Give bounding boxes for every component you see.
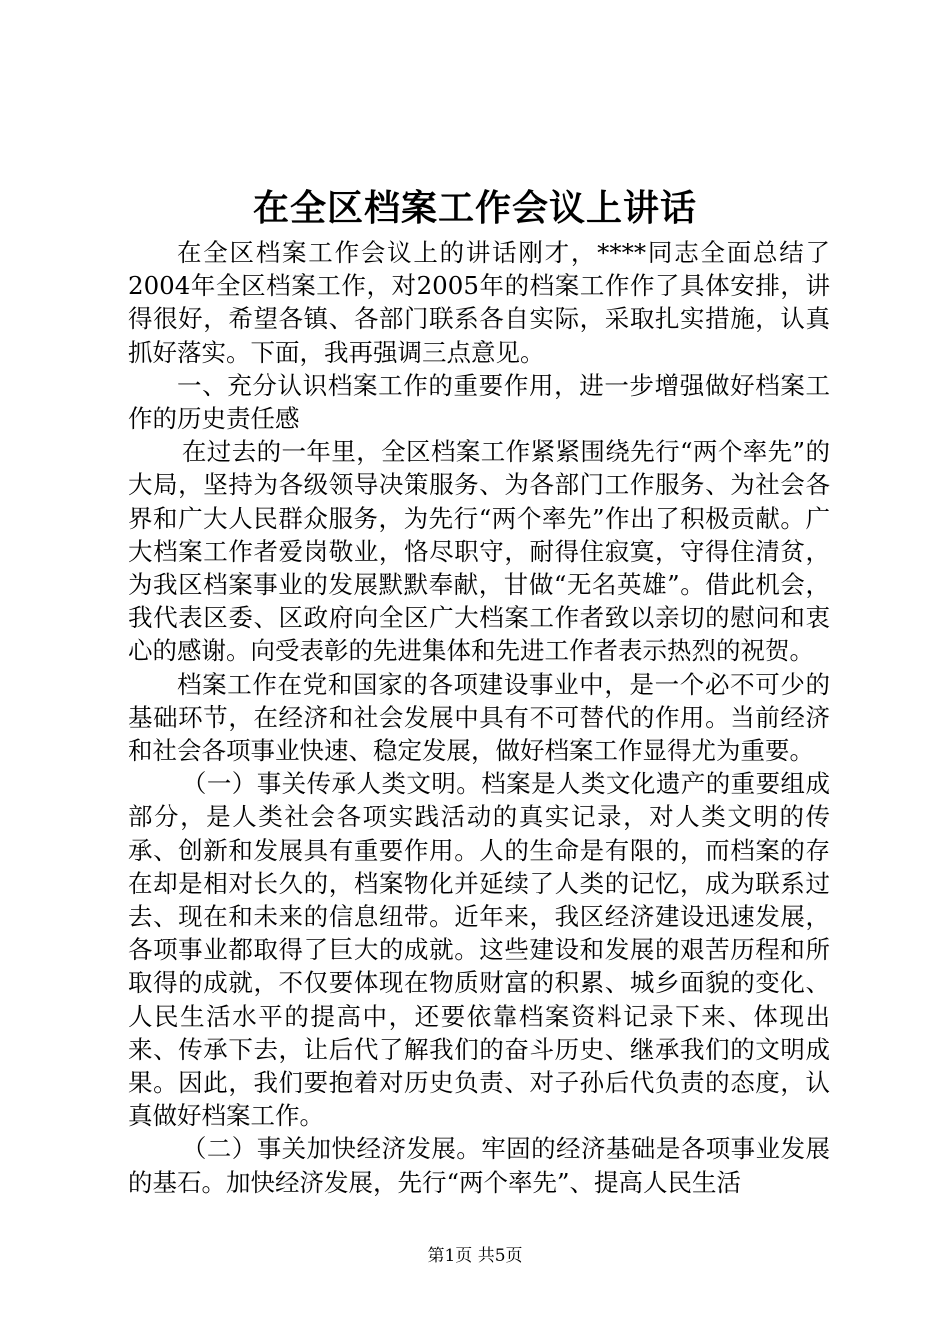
page-footer: 第1页 共5页 (427, 1246, 523, 1266)
document-title: 在全区档案工作会议上讲话 (252, 187, 697, 229)
paragraph-intro: 在全区档案工作会议上的讲话刚才，****同志全面总结了2004年全区档案工作，对2005年的档案工作作了具体安排，讲得很好，希望各镇、各部门联系各自实际，采取扎实措施，认真抓好落实。下面，我再强调三点意见。 (128, 238, 830, 367)
paragraph-point-2: （二）事关加快经济发展。牢固的经济基础是各项事业发展的基石。加快经济发展，先行“两个率先”、提高人民生活 (128, 1134, 830, 1197)
paragraph-archive-role: 档案工作在党和国家的各项建设事业中，是一个必不可少的基础环节，在经济和社会发展中具有不可替代的作用。当前经济和社会各项事业快速、稳定发展，做好档案工作显得尤为重要。 (128, 669, 830, 766)
paragraph-point-1: （一）事关传承人类文明。档案是人类文化遗产的重要组成部分，是人类社会各项实践活动的真实记录，对人类文明的传承、创新和发展具有重要作用。人的生命是有限的，而档案的存在却是相对长久的，档案物化并延续了人类的记忆，成为联系过去、现在和未来的信息纽带。近年来，我区经济建设迅速发展，各项事业都取得了巨大的成就。这些建设和发展的艰苦历程和所取得的成就，不仅要体现在物质财富的积累、城乡面貌的变化、人民生活水平的提高中，还要依靠档案资料记录下来、体现出来、传承下去，让后代了解我们的奋斗历史、继承我们的文明成果。因此，我们要抱着对历史负责、对子孙后代负责的态度，认真做好档案工作。 (128, 769, 830, 1131)
section-heading-1: 一、充分认识档案工作的重要作用，进一步增强做好档案工作的历史责任感 (128, 370, 830, 434)
paragraph-past-year: 在过去的一年里，全区档案工作紧紧围绕先行“两个率先”的大局，坚持为各级领导决策服务、为各部门工作服务、为社会各界和广大人民群众服务，为先行“两个率先”作出了积极贡献。广大档案工作者爱岗敬业，恪尽职守，耐得住寂寞，守得住清贫，为我区档案事业的发展默默奉献，甘做“无名英雄”。借此机会，我代表区委、区政府向全区广大档案工作者致以亲切的慰问和衷心的感谢。向受表彰的先进集体和先进工作者表示热烈的祝贺。 (128, 437, 830, 666)
document-body (128, 236, 830, 1199)
